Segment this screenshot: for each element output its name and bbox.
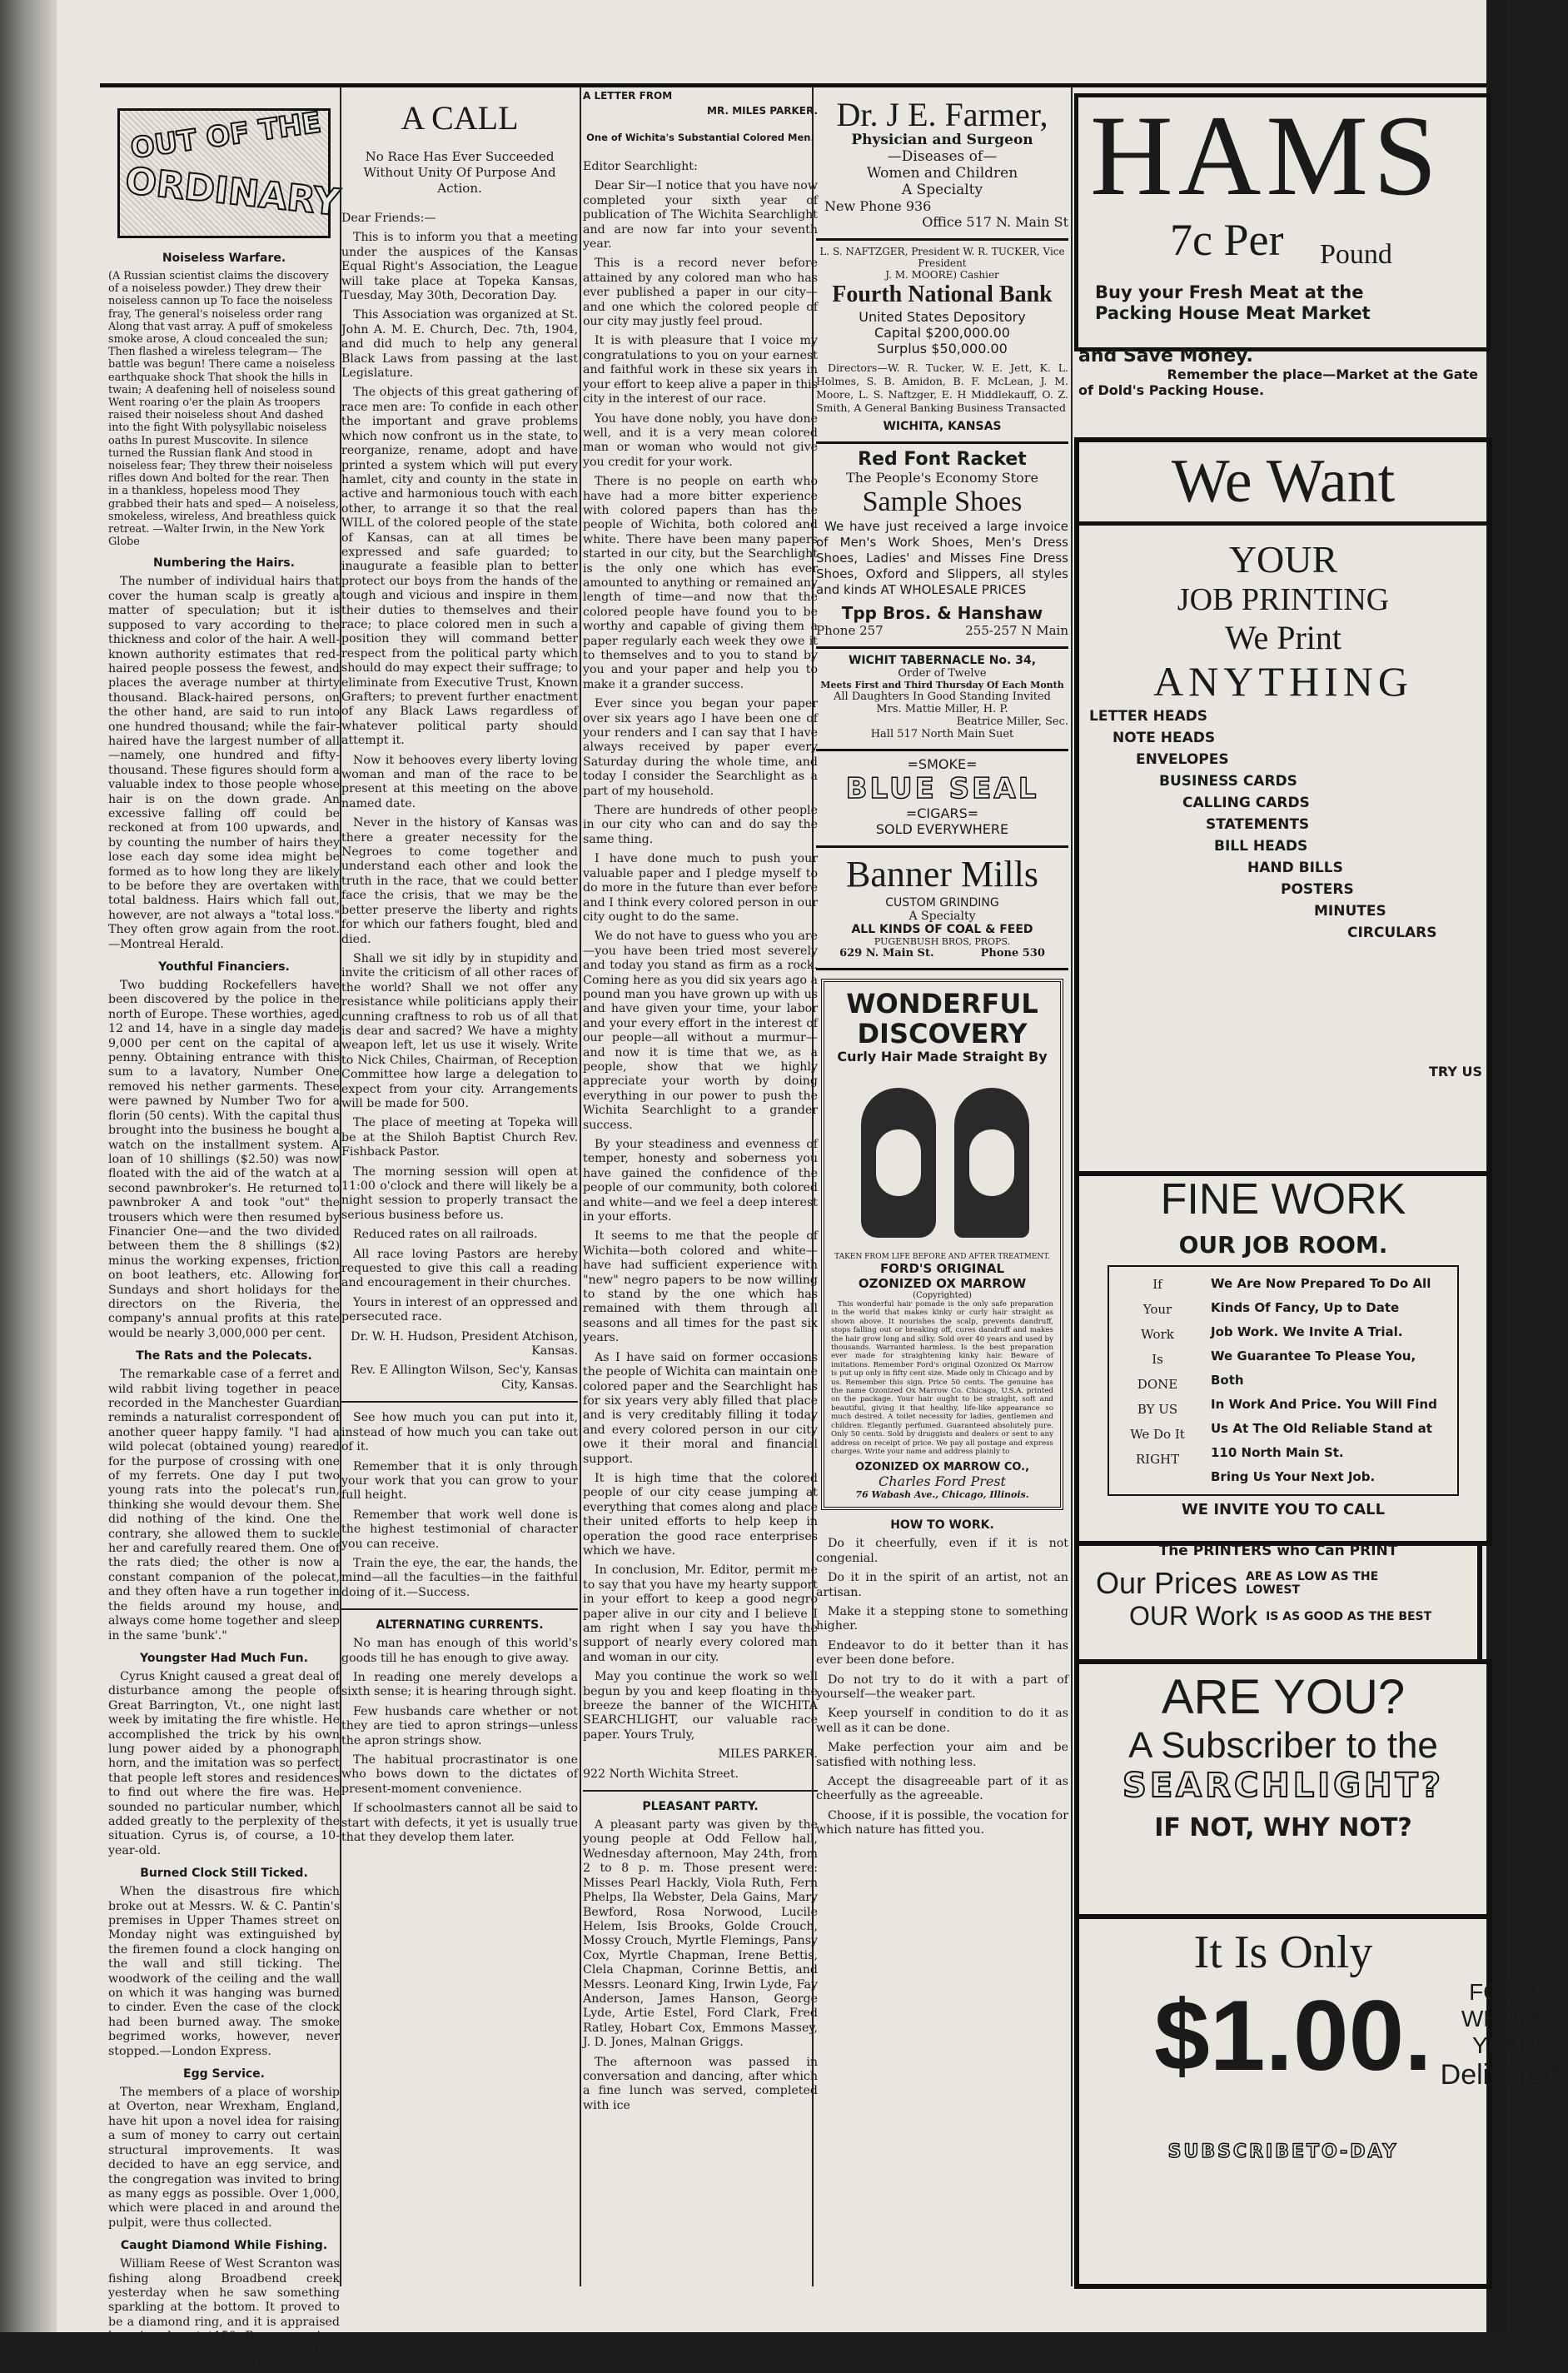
job-item: POSTERS xyxy=(1281,881,1354,898)
fine-line: Bring Us Your Next Job. xyxy=(1211,1469,1376,1484)
column-ads xyxy=(816,93,1068,2292)
alt-paragraph: In reading one merely develops a sixth sense; it is hearing through sight. xyxy=(341,1670,578,1699)
letter-paragraph: Ever since you began your paper over six years ago I have been one of your renders and I can say that I have always received by paper every Saturday during the whole time, and today I consider the Searchlight as a part of my household. xyxy=(583,697,818,798)
fine-line: We Are Now Prepared To Do All Kinds Of Fancy, Up to Date xyxy=(1211,1276,1431,1315)
col1-articles xyxy=(108,252,340,2373)
fine-lines xyxy=(1206,1267,1457,1494)
prices-box xyxy=(1074,1543,1482,1659)
column-a-call xyxy=(341,93,578,2292)
banner-address: 629 N. Main St. xyxy=(839,947,934,960)
hams-line: Packing House Meat Market xyxy=(1095,303,1371,323)
areyou-title: ARE YOU? xyxy=(1161,1670,1406,1724)
work-line xyxy=(1079,1601,1477,1632)
fine-side-word: BY US xyxy=(1137,1402,1178,1417)
want-your: YOUR xyxy=(1228,538,1338,581)
job-item: CIRCULARS xyxy=(1347,925,1437,941)
areyou-searchlight: SEARCHLIGHT? xyxy=(1122,1767,1444,1805)
filler-paragraph: Remember that it is only through your work that you can grow to your full height. xyxy=(341,1459,578,1503)
tabernacle-sub: Order of Twelve xyxy=(898,667,987,680)
tabernacle-officer: Beatrice Miller, Sec. xyxy=(956,715,1068,728)
discovery-address: 76 Wabash Ave., Chicago, Illinois. xyxy=(855,1489,1029,1501)
letter-head-2: MR. MILES PARKER. xyxy=(707,105,818,117)
banner-line: CUSTOM GRINDING xyxy=(885,896,999,910)
hams-title: HAMS xyxy=(1090,92,1442,219)
banner-line: A Specialty xyxy=(908,910,976,923)
call-paragraph: The objects of this great gathering of race men are: To confide in each other the important and grave problems which now confront us in the state, to reorganize, rename, adopt and have printed a system which will put every hamlet, city and county in the state in active and harmonious touch with each other, to arrange it so that the real WILL of the colored people of the state of Kansas, can at all times be expressed and safe guarded; to inaugurate a feasible plan to better protect our boys from the hands of the tough and vicious and inspire in them their duties to themselves and their race; to place colored men in such a position they will command better respect from the political party which should do may expect their suffrage; to eliminate from Executive Trust, Known Grafters; to prevent further enactment of any Black Laws regardless of whatever political party should attempt it. xyxy=(341,386,578,748)
fine-line: We Guarantee To Please You, Both xyxy=(1211,1349,1416,1388)
column-rule xyxy=(580,87,581,2286)
page-binding-edge xyxy=(0,0,57,2332)
want-print: We Print xyxy=(1224,619,1342,656)
letter-head-3: One of Wichita's Substantial Colored Men. xyxy=(586,132,814,143)
racket-body: We have just received a large invoice of Men's Work Shoes, Men's Dress Shoes, Ladies' and Misses Fine Dress Shoes, Oxford and Slippers, all styles and kinds AT WHOLESALE PRICES xyxy=(816,519,1068,597)
fine-work-ad xyxy=(1074,1166,1492,1546)
only-title: It Is Only xyxy=(1193,1927,1373,1978)
letter-paragraph: In conclusion, Mr. Editor, permit me to say that you have my hearty support in your effort to keep a good negro paper alive in our city and I believe I am right when I say you have the support of nearly every colored man and woman in our city. xyxy=(583,1563,818,1664)
hams-ad xyxy=(1074,93,1491,351)
how-to-paragraph: Make it a stepping stone to something higher. xyxy=(816,1604,1068,1633)
banner-phone: Phone 530 xyxy=(980,947,1045,960)
letter-salutation: Editor Searchlight: xyxy=(583,160,698,173)
call-paragraph: Shall we sit idly by in stupidity and invite the criticism of all other races of the world? Shall we not offer any resistance while politicians apply their cunning craftness to rob us of all that is dear and sacred? We have a mighty weapon left, let us use it wisely. Write to Nick Chiles, Chairman, of Reception Committee how large a delegation to expect from your city. Arrangements will be made for 500. xyxy=(341,951,578,1110)
column-out-of-ordinary xyxy=(108,93,342,2372)
want-anything: ANYTHING xyxy=(1153,658,1413,705)
letter-paragraph: By your steadiness and evenness of temper, honesty and soberness you have gained the confidence of the people of our community, both colored and white—and we feel a deep interest in your efforts. xyxy=(583,1138,818,1224)
tabernacle-body: All Daughters In Good Standing Invited xyxy=(834,690,1051,703)
divider xyxy=(583,1790,818,1792)
party-paragraph: The afternoon was passed in conversation and dancing, after which a fine lunch was served, completed with ice xyxy=(583,2055,818,2112)
article-title: A CALL xyxy=(401,99,519,137)
fine-side-word: DONE xyxy=(1137,1377,1178,1392)
divider xyxy=(341,1401,578,1403)
how-to-paragraph: Endeavor to do it better than it has ever been done before. xyxy=(816,1638,1068,1668)
discovery-title: DISCOVERY xyxy=(857,1018,1028,1049)
discovery-caption: TAKEN FROM LIFE BEFORE AND AFTER TREATMENT. xyxy=(834,1253,1050,1261)
farmer-name: Dr. J E. Farmer, xyxy=(836,96,1048,133)
job-item: HAND BILLS xyxy=(1247,860,1343,876)
tabernacle-officer: Mrs. Mattie Miller, H. P. xyxy=(876,703,1008,715)
job-item: BILL HEADS xyxy=(1214,838,1308,855)
bank-capital: Capital $200,000.00 xyxy=(874,325,1010,341)
tabernacle-meets: Meets First and Third Thursday Of Each Month xyxy=(820,680,1064,690)
fine-line: Job Work. We Invite A Trial. xyxy=(1211,1324,1403,1339)
job-item: LETTER HEADS xyxy=(1089,708,1208,725)
discovery-sub: Curly Hair Made Straight By xyxy=(837,1049,1048,1064)
banner-props: PUGENBUSH BROS, PROPS. xyxy=(874,936,1011,947)
job-printing-list xyxy=(1079,705,1487,944)
want-job: JOB PRINTING xyxy=(1177,582,1390,617)
article-subtitle: No Race Has Ever Succeeded Without Unity Of Purpose And Action. xyxy=(363,149,556,196)
call-paragraph: Never in the history of Kansas was there a greater necessity for the Negroes to come together and understand each other and look the truth in the race, that we could better face the crisis, that we may be the better preserve the liberty and rights for which our fathers fought, bled and died. xyxy=(341,816,578,946)
portrait-after xyxy=(954,1088,1029,1238)
column-rule xyxy=(1071,87,1073,2286)
letter-paragraph: It is high time that the colored people of our city cease jumping at everything that comes along and place their united efforts to help keep in operation the good race enterprises which we have. xyxy=(583,1471,818,1558)
job-item: MINUTES xyxy=(1314,903,1386,920)
how-to-paragraph: Do it cheerfully, even if it is not congenial. xyxy=(816,1537,1068,1565)
letter-paragraph: It is with pleasure that I voice my congratulations to you on your earnest and faithful work in these six years in your effort to keep alive a paper in this city in the interest of our race. xyxy=(583,334,818,406)
letter-paragraph: We do not have to guess who you are—you have been tried most severely and today you stand as firm as a rock. Coming here as you did six years ago a pound man you have grown up with us and have given your time, your labor and your every effort in the interest of our people—all without a murmur—and now it is time that we, as a people, show that we highly appreciate your worth by doing everything in our power to push the Wichita Searchlight to a grander success. xyxy=(583,930,818,1132)
job-printing-ad xyxy=(1074,437,1492,1176)
alt-paragraph: The habitual procrastinator is one who bows down to the dictates of present-moment convenience. xyxy=(341,1753,578,1796)
before-after-portraits xyxy=(831,1071,1053,1246)
article-text: The members of a place of worship at Overton, near Wrexham, England, have hit upon a novel idea for raising a sum of money to carry out certain structural improvements. It was decided to have an egg service, and the congregation was invited to bring as many eggs as possible. Over 1,000, which were placed in and around the pulpit, were thus collected. xyxy=(108,2086,340,2230)
discovery-product: OZONIZED OX MARROW xyxy=(858,1276,1027,1291)
fine-side-word: We Do It xyxy=(1130,1427,1185,1442)
filler-paragraph: See how much you can put into it, instead of how much you can take out of it. xyxy=(341,1411,578,1454)
article-text: The number of individual hairs that cover the human scalp is greatly a matter of speculation; but it is supposed to vary according to the thickness and color of the hair. A well-known authority estimates that red-haired people possess the fewest, and places the average number at thirty thousand. Black-haired persons, on the other hand, are said to run into one hundred thousand; while the fair-haired have the largest number of all—namely, one hundred and fifty-thousand. These figures should form a valuable index to those people whose hair is on the down grade. An excessive falling off could be reckoned at from 100 upwards, and by counting the number of hairs they lose each day some idea might be formed as to how long they are likely to be before they are overtaken with total baldness. Hairs which fall out, however, are not always a "total loss." They often grow again from the root.—Montreal Herald. xyxy=(108,575,340,951)
filler-items xyxy=(341,1411,578,1600)
letter-paragraph: May you continue the work so well begun by you and keep floating in the breeze the banner of the WICHITA SEARCHLIGHT, our valuable race paper. Yours Truly, xyxy=(583,1670,818,1742)
banner-line: ALL KINDS OF COAL & FEED xyxy=(851,923,1033,936)
discovery-company: OZONIZED OX MARROW CO., xyxy=(854,1461,1030,1474)
banner-name: Banner Mills xyxy=(846,854,1038,895)
only-row xyxy=(1079,1979,1568,2091)
how-to-paragraph: Accept the disagreeable part of it as cheerfully as the agreeable. xyxy=(816,1775,1068,1803)
divider xyxy=(341,1608,578,1610)
fine-side-word: RIGHT xyxy=(1135,1452,1180,1467)
only-delivered: Delivered. xyxy=(1440,2059,1568,2091)
racket-firm: Tpp Bros. & Hanshaw xyxy=(841,603,1043,623)
filler-paragraph: Remember that work well done is the highest testimonial of character you can receive. xyxy=(341,1508,578,1551)
fine-room: OUR JOB ROOM. xyxy=(1178,1231,1388,1259)
how-to-paragraph: Do it in the spirit of an artist, not an artisan. xyxy=(816,1571,1068,1599)
racket-slogan: The People's Economy Store xyxy=(846,470,1038,486)
portrait-before xyxy=(861,1088,936,1238)
job-item: STATEMENTS xyxy=(1206,816,1310,833)
logo-line1: OUT OF THE xyxy=(128,106,324,166)
racket-address: 255-257 N Main xyxy=(965,623,1068,638)
how-to-paragraph: Make perfection your aim and be satisfied with nothing less. xyxy=(816,1741,1068,1769)
call-paragraph: All race loving Pastors are hereby requested to give this call a reading and encouragement in their churches. xyxy=(341,1247,578,1290)
letter-body xyxy=(583,179,818,1742)
prices-line xyxy=(1079,1566,1477,1601)
article-headline: Caught Diamond While Fishing. xyxy=(120,2239,328,2253)
discovery-copyright: (Copyrighted) xyxy=(913,1291,972,1300)
fine-box xyxy=(1108,1265,1459,1496)
fine-line: Us At The Old Reliable Stand at xyxy=(1211,1421,1432,1436)
letter-paragraph: I have done much to push your valuable paper and I pledge myself to do more in the future than ever before and I think every colored person in our city ought to do the same. xyxy=(583,852,818,924)
alternating-currents-body xyxy=(341,1637,578,1845)
only-for-text: FOR A xyxy=(1469,1979,1540,2005)
call-paragraph: Yours in interest of an oppressed and persecuted race. xyxy=(341,1295,578,1324)
letter-paragraph: There is no people on earth who have had a more bitter experience with colored papers than has the people of Wichita, both colored and white. There have been many papers started in our city, but the Searchlight is the only one which has ever amounted to anything or remained any length of time—and now that the colored people have found you to be worthy and capable of giving them a paper regularly each week they owe it to themselves and to you to stand by you and your paper and help you to make it a grander success. xyxy=(583,475,818,691)
letter-address: 922 North Wichita Street. xyxy=(583,1767,739,1781)
work-text: IS AS GOOD AS THE BEST xyxy=(1266,1609,1432,1623)
bank-city: WICHITA, KANSAS xyxy=(883,420,1002,433)
call-paragraph: The morning session will open at 11:00 o'clock and there will likely be a night session to properly transact the serious business before us. xyxy=(341,1164,578,1222)
fine-invite: WE INVITE YOU TO CALL xyxy=(1181,1501,1386,1518)
discovery-title: WONDERFUL xyxy=(846,988,1038,1019)
job-item: NOTE HEADS xyxy=(1113,730,1216,746)
farmer-office: Office 517 N. Main St xyxy=(922,214,1068,230)
letter-paragraph: There are hundreds of other people in our city who can and do say the same thing. xyxy=(583,804,818,846)
fine-title: FINE WORK xyxy=(1160,1175,1406,1224)
letter-paragraph: Dear Sir—I notice that you have now completed your sixth year of publication of The Wichita Searchlight and are now far into your seventh year. xyxy=(583,179,818,252)
how-to-work-body xyxy=(816,1537,1068,1837)
tabernacle-hall: Hall 517 North Main Suet xyxy=(870,728,1014,740)
bank-cashier: J. M. MOORE) Cashier xyxy=(885,269,999,281)
letter-head-1: A LETTER FROM xyxy=(583,90,673,102)
alt-paragraph: If schoolmasters cannot all be said to start with defects, it yet is usually true that they develop them later. xyxy=(341,1802,578,1845)
farmer-line: —Diseases of— xyxy=(887,148,998,165)
discovery-body: This wonderful hair pomade is the only safe preparation in the world that makes kinky or curly hair straight as shown above. It nourishes the scalp, prevents dandruff, stops falling out or breaking off, cures dandruff and makes the hair grow long and silky. Sold over 40 years and used by thousands. Warranted harmless. Is the best preparation ever made for straightening kinky hair. Beware of imitations. Remember Ford's original Ozonized Ox Marrow is put up only in fifty cent size. Made only in Chicago and by us. Remember this sign. Price 50 cents. The genuine has the name Ozonized Ox Marrow Co. Chicago, U.S.A. printed on the package. Your hair ought to be straight, soft and beautiful, giving it that healthy, life-like appearance so much desired. A toilet necessity for ladies, gentlemen and children. Elegantly perfumed. Guaranteed absolutely pure. Only 50 cents. Sold by druggists and dealers or sent to any address on receipt of price. We pay all postage and express charges. Write your name and address plainly to xyxy=(831,1300,1053,1456)
fine-side-word: Your xyxy=(1142,1302,1172,1317)
article-text: The remarkable case of a ferret and wild rabbit living together in peace recorded in the Manchester Guardian reminds a naturalist correspondent of another queer happy family. "I had a wild polecat (obtained young) reared for the purpose of crossing with one of my ferrets. One day I put two young rats into the polecat's run, thinking she would devour them. She did nothing of the kind. One the contrary, she allowed them to suckle her and carefully reared them. One of the rats died; the other is now a constant companion of the polecat, and they often have a run together in the fields around my house, and always come home together and sleep in the same 'bunk'." xyxy=(108,1368,340,1643)
farmer-line: A Specialty xyxy=(901,182,983,198)
article-headline: Egg Service. xyxy=(183,2067,265,2081)
hams-price-unit: Pound xyxy=(1320,239,1392,270)
signature-president: Dr. W. H. Hudson, President Atchison, Kansas. xyxy=(351,1329,578,1358)
fine-side-word: Is xyxy=(1152,1352,1163,1367)
article-headline: Burned Clock Still Ticked. xyxy=(140,1867,308,1881)
bank-name: Fourth National Bank xyxy=(832,282,1053,307)
pleasant-party-title: PLEASANT PARTY. xyxy=(642,1800,759,1814)
fine-side-word: If xyxy=(1152,1277,1162,1292)
racket-headline: Sample Shoes xyxy=(862,486,1023,517)
tabernacle-title: WICHIT TABERNACLE No. 34, xyxy=(848,654,1037,667)
article-text: When the disastrous fire which broke out at Messrs. W. & C. Pantin's premises in Upper Thames street on Monday night was extinguished by the firemen found a clock hanging on the wall and still ticking. The woodwork of the ceiling and the wall on which it was hanging was burned to cinder. Even the case of the clock had been burned away. The smoke begrimed works, however, never stopped.—London Express. xyxy=(108,1885,340,2058)
banner-mills-ad xyxy=(816,848,1068,970)
hams-line: Buy your Fresh Meat at the xyxy=(1095,282,1364,302)
alternating-currents-title: ALTERNATING CURRENTS. xyxy=(376,1618,544,1633)
fine-side-word: Work xyxy=(1141,1327,1174,1342)
alt-paragraph: Few husbands care whether or not they are tied to apron strings—unless the apron strings show. xyxy=(341,1704,578,1747)
only-for xyxy=(1441,1979,1568,2091)
salutation: Dear Friends:— xyxy=(341,212,436,225)
how-to-paragraph: Choose, if it is possible, the vocation for which nature has fitted you. xyxy=(816,1808,1068,1837)
hams-line: Remember the place—Market at the Gate xyxy=(1167,366,1478,382)
blue-seal-ad xyxy=(816,751,1068,848)
work-label: OUR Work xyxy=(1129,1601,1258,1631)
prices-text: ARE AS LOW AS THE LOWEST xyxy=(1246,1570,1379,1597)
price-ad xyxy=(1074,1909,1568,2289)
racket-contact xyxy=(816,623,1068,638)
article-text: Cyrus Knight caused a great deal of disturbance among the people of Great Barrington, Vt., one night last week by imitating the fire whistle. He accomplished the trick by his own lung power aided by a phonograph horn, and the imitation was so perfect that people left stores and residences to find out where the fire was. He sounded no particular number, which added greatly to the perplexity of the situation. Cyrus is, of course, a 10-year-old. xyxy=(108,1669,340,1857)
hams-price: 7c Per xyxy=(1170,215,1284,265)
discovery-product: FORD'S ORIGINAL xyxy=(879,1261,1005,1276)
racket-ad xyxy=(816,444,1068,649)
want-title: We Want xyxy=(1079,442,1487,526)
alt-paragraph: No man has enough of this world's goods till he has enough to give away. xyxy=(341,1637,578,1665)
letter-paragraph: As I have said on former occasions the people of Wichita can maintain one colored paper and the Searchlight has for six years very ably filled that place and is very creditably filling it today and every colored person in our city owe it their moral and financial support. xyxy=(583,1350,818,1466)
hams-body xyxy=(1095,282,1486,324)
prices-label: Our Prices xyxy=(1096,1566,1238,1600)
article-text: (A Russian scientist claims the discovery of a noiseless powder.) They drew their noiseless cannon up To face the noiseless fray, The general's noiseless order rang Along that vast array. A puff of smokeless smoke arose, A cloud concealed the sun; Then flashed a wireless telegram— The battle was begun! There came a noiseless earthquake shock That shook the hills in twain; A deafening hell of noiseless sound Went roaring o'er the plain As troopers raised their noiseless shout And dashed into the fight With polysyllabic noiseless oaths In purest Muscovite. In silence turned the Russian flank And stood in noiseless fear; They threw their noiseless rifles down And bolted for the rear. Then in a thankless, hopeless mood They grabbed their hats and sped— A noiseless, smokeless, wireless, And breathless quick retreat. —Walter Irwin, in the New York Globe xyxy=(108,270,339,549)
bank-directors: Directors—W. R. Tucker, W. E. Jett, K. L. Holmes, S. B. Amidon, B. F. McLean, J. M. Moore, L. S. Naftzger, E. H Middlekauff, O. Z. Smith, A General Banking Business Transacted xyxy=(816,361,1068,414)
racket-name: Red Font Racket xyxy=(858,449,1027,470)
top-rule xyxy=(100,83,1486,87)
out-of-ordinary-logo xyxy=(117,106,342,238)
letter-paragraph: You have done nobly, you have done well, and it is a very mean colored man or woman who would not give you credit for your work. xyxy=(583,411,818,469)
bank-depository: United States Depository xyxy=(859,309,1026,325)
article-text: Two budding Rockefellers have been discovered by the police in the north of Europe. These worthies, aged 12 and 14, have in a single day made 9,000 per cent on the capital of a penny. Obtaining entrance with this sum to a lavatory, Number One removed his nether garments. These were pawned by Number Two for a florin (50 cents). With the capital thus brought into the business he bought a watch on the installment system. A loan of 10 shillings ($2.50) was now floated with the aid of the watch at a second pawnbroker's. He returned to pawnbroker A and took "out" the trousers which were then resumed by Financier One—and the two divided between them the 8 shillings ($2) minus the working expenses, friction on boot leathers, etc. Allowing for Sundays and short holidays for the directors on the Riveria, the company's annual profits at this rate would be nearly 3,000,000 per cent. xyxy=(108,979,340,1340)
only-price: $1.00. xyxy=(1154,1979,1432,2091)
fine-printers: The PRINTERS who Can PRINT xyxy=(1158,1543,1398,1559)
call-paragraph: Now it behooves every liberty loving woman and man of the race to be present at this meeting on the above named date. xyxy=(341,753,578,810)
signature-secretary: Rev. E Allington Wilson, Sec'y, Kansas City, Kansas. xyxy=(351,1363,578,1392)
farmer-title: Physician and Surgeon xyxy=(851,132,1033,148)
article-headline: Noiseless Warfare. xyxy=(162,252,286,265)
hams-body-cont xyxy=(1078,346,1478,398)
job-item: BUSINESS CARDS xyxy=(1159,773,1297,790)
areyou-line: A Subscriber to the xyxy=(1128,1725,1438,1766)
column-letter xyxy=(583,90,818,2292)
fine-side xyxy=(1109,1267,1206,1494)
blueseal-logo: BLUE SEAL xyxy=(845,772,1039,805)
blueseal-sold: SOLD EVERYWHERE xyxy=(875,821,1009,837)
farmer-ad xyxy=(816,93,1068,241)
article-headline: Youthful Financiers. xyxy=(158,960,290,975)
farmer-phone: New Phone 936 xyxy=(824,198,932,214)
hams-line: and Save Money. xyxy=(1078,346,1253,366)
bank-officers: L. S. NAFTZGER, President W. R. TUCKER, Vice President xyxy=(819,246,1065,269)
blueseal-smoke: =SMOKE= xyxy=(907,756,978,772)
farmer-line: Women and Children xyxy=(866,165,1018,182)
how-to-paragraph: Keep yourself in condition to do it as well as it can be done. xyxy=(816,1707,1068,1735)
call-body xyxy=(341,231,578,1324)
blueseal-cigars: =CIGARS= xyxy=(905,805,979,821)
fine-line: In Work And Price. You Will Find xyxy=(1211,1397,1437,1412)
subscribe-ad xyxy=(1074,1659,1492,1919)
article-headline: The Rats and the Polecats. xyxy=(136,1349,312,1363)
how-to-work-title: HOW TO WORK. xyxy=(890,1518,994,1533)
banner-contact xyxy=(816,947,1068,960)
job-item: ENVELOPES xyxy=(1136,751,1229,768)
article-text: William Reese of West Scranton was fishing along Broadbend creek yesterday when he saw something sparkling at the bottom. It proved to be a diamond ring, and it is appraised by a jeweler at $150. Reese surmises that some fisherman lost it.—Wilkesbarre, Pa., dispatch. xyxy=(108,2257,340,2372)
call-paragraph: This is to inform you that a meeting under the auspices of the Kansas Equal Right's Association, the League will take place at Topeka Kansas, Tuesday, May 30th, Decoration Day. xyxy=(341,231,578,303)
filler-paragraph: Train the eye, the ear, the hands, the mind—all the faculties—in the faithful doing of it.—Success. xyxy=(341,1556,578,1599)
tabernacle-ad xyxy=(816,649,1068,751)
want-try: TRY US xyxy=(1428,1064,1482,1079)
letter-signature: MILES PARKER. xyxy=(718,1747,818,1762)
hams-line: of Dold's Packing House. xyxy=(1078,382,1265,398)
racket-phone: Phone 257 xyxy=(816,623,884,638)
pleasant-party-body xyxy=(583,1818,818,2113)
article-headline: Youngster Had Much Fun. xyxy=(140,1651,308,1665)
article-headline: Numbering the Hairs. xyxy=(153,556,295,571)
bank-ad xyxy=(816,241,1068,444)
how-to-paragraph: Do not try to do it with a part of yourself—the weaker part. xyxy=(816,1673,1068,1701)
call-paragraph: The place of meeting at Topeka will be at the Shiloh Baptist Church Rev. Fishback Pastor. xyxy=(341,1116,578,1159)
job-item: CALLING CARDS xyxy=(1182,795,1310,811)
subscribe-today: SUBSCRIBETO-DAY xyxy=(1167,2141,1399,2162)
logo-line2: ORDINARY xyxy=(123,159,342,225)
letter-paragraph: This is a record never before attained by any colored man who has ever published a paper in our city—and one which the colored people of our city may justly feel proud. xyxy=(583,257,818,329)
bank-surplus: Surplus $50,000.00 xyxy=(877,341,1008,356)
discovery-signature: Charles Ford Prest xyxy=(879,1473,1006,1490)
areyou-why: IF NOT, WHY NOT? xyxy=(1154,1813,1412,1842)
call-paragraph: Reduced rates on all railroads. xyxy=(353,1228,538,1242)
only-whole: WHOLE YEAR xyxy=(1461,2006,1547,2058)
party-paragraph: A pleasant party was given by the young people at Odd Fellow hall, Wednesday afternoon, May 24th, from 2 to 8 p. m. Those present were: Misses Pearl Hackly, Viola Ruth, Fern Phelps, Ila Webster, Dela Gains, Mary Bewford, Rosa Norwood, Lucile Helem, Isis Brooks, Golde Crouch, Mossy Crouch, Myrtle Flemings, Pansy Cox, Myrtle Chapman, Irene Bettis, Clela Chapman, Corinne Bettis, and Messrs. Leonard King, Irwin Lyde, Fay Anderson, James Hanson, George Lyde, Artie Estel, Ford Clark, Fred Ratley, Hobart Cox, Emmons Massey, J. D. Jones, Malnan Griggs. xyxy=(583,1818,818,2050)
letter-paragraph: It seems to me that the people of Wichita—both colored and white—have had sufficient experience with "new" negro papers to be now willing to stand by the one which has remained with them through all seasons and all times for the past six years. xyxy=(583,1229,818,1345)
call-paragraph: This Association was organized at St. John A. M. E. Church, Dec. 7th, 1904, and did much to help any general Black Laws from passing at the last Legislature. xyxy=(341,308,578,381)
wonderful-discovery-ad xyxy=(821,979,1063,1510)
fine-line: 110 North Main St. xyxy=(1211,1445,1344,1460)
